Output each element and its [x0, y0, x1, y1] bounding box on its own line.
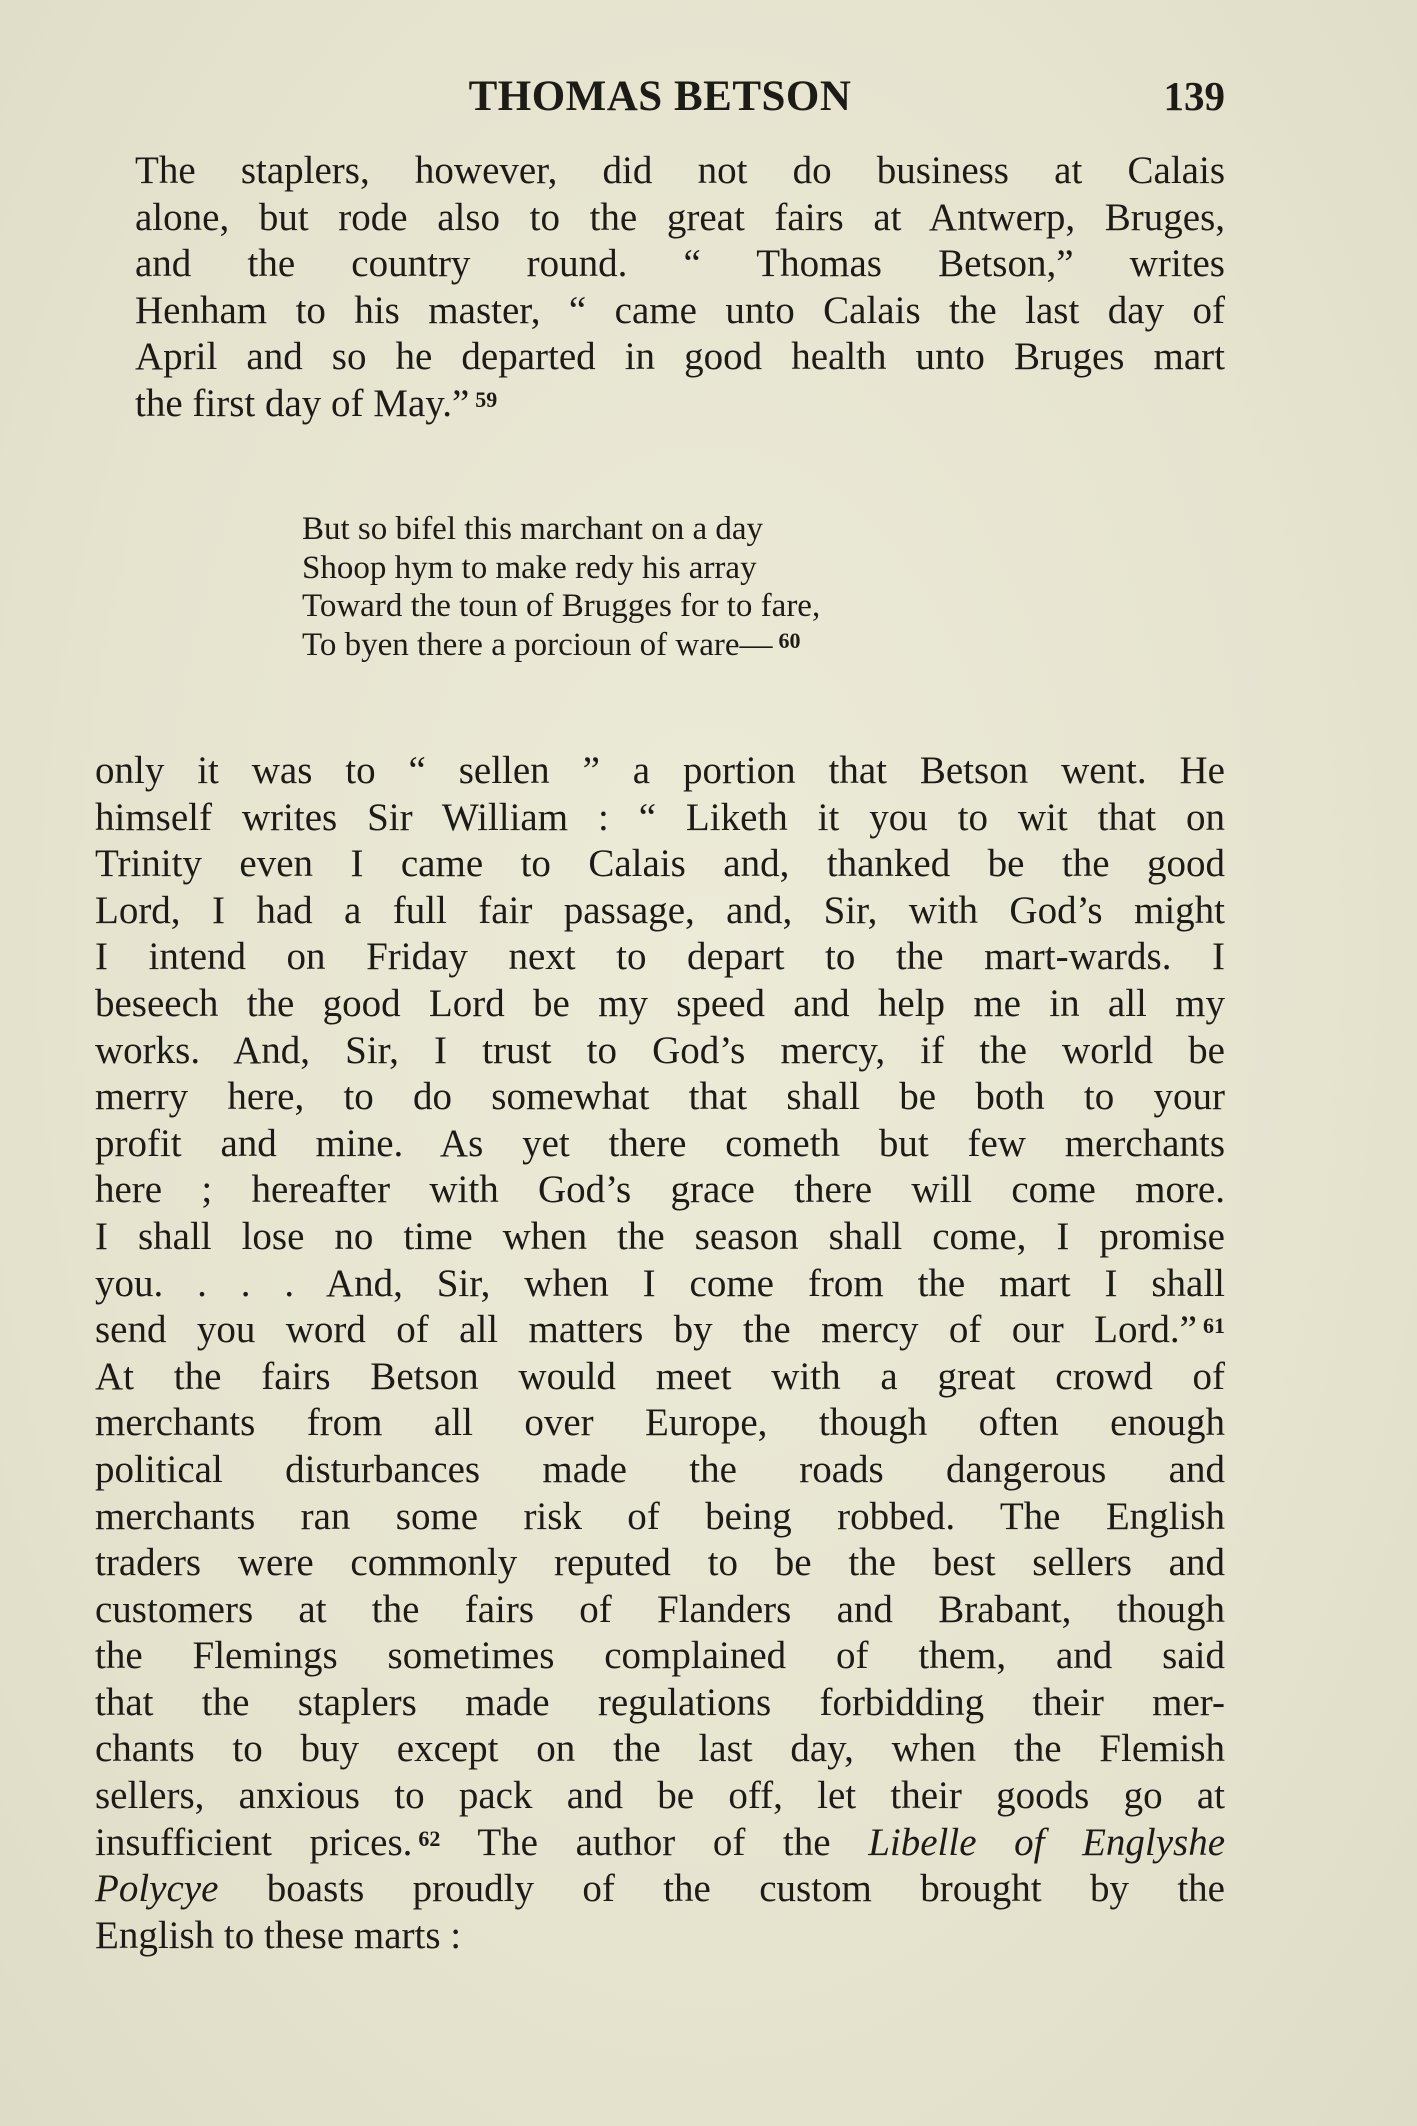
text-line: merchants ran some risk of being robbed. The English	[95, 1494, 1225, 1538]
text-line: profit and mine. As yet there cometh but few merchants	[95, 1121, 1225, 1165]
page-number: 139	[1163, 73, 1225, 119]
paragraph-1	[95, 148, 1225, 428]
text-line: Henham to his master, “ came unto Calais the last day of	[135, 288, 1225, 332]
page-header	[95, 72, 1225, 132]
paragraph-2	[95, 748, 1225, 1959]
verse-line: Shoop hym to make redy his array	[302, 549, 757, 586]
text-line: Trinity even I came to Calais and, thanked be the good	[95, 842, 1225, 886]
verse-line: Toward the toun of Brugges for to fare,	[302, 588, 821, 624]
text-line: English to these marts :	[95, 1913, 462, 1957]
footnote-ref-59: 59	[475, 386, 498, 412]
text-line: I shall lose no time when the season shall come, I promise	[95, 1214, 1225, 1258]
book-title: Polycye	[95, 1867, 219, 1911]
text-segment: The author of the	[477, 1820, 831, 1864]
text-line: April and so he departed in good health unto Bruges mart	[135, 335, 1225, 379]
text-line: merchants from all over Europe, though often enough	[95, 1401, 1225, 1445]
footnote-ref-60: 60	[778, 627, 801, 653]
text-line: merry here, to do somewhat that shall be both to your	[95, 1075, 1225, 1119]
text-line: the Flemings sometimes complained of them, and said	[95, 1634, 1225, 1678]
text-line: traders were commonly reputed to be the best sellers and	[95, 1541, 1225, 1585]
text-line: beseech the good Lord be my speed and help me in all my	[95, 981, 1225, 1025]
text-line: The staplers, however, did not do business at Calais	[135, 149, 1225, 192]
footnote-ref-61: 61	[1203, 1313, 1225, 1339]
verse-line: But so bifel this marchant on a day	[302, 511, 763, 547]
text-line: himself writes Sir William : “ Liketh it you to wit that on	[95, 795, 1225, 839]
text-line	[95, 381, 1225, 428]
text-line: only it was to “ sellen ” a portion that Betson went. He	[95, 749, 1225, 792]
verse-line	[302, 626, 1062, 665]
text-line: Lord, I had a full fair passage, and, Sir, with God’s might	[95, 888, 1225, 932]
text-segment: insufficient prices.	[95, 1820, 413, 1864]
text-line	[95, 1820, 1225, 1867]
text-segment: the first day of May.”	[135, 381, 470, 425]
text-line	[95, 1866, 1225, 1913]
text-line: political disturbances made the roads dangerous and	[95, 1447, 1225, 1491]
book-title: Libelle of Englyshe	[868, 1820, 1226, 1864]
text-line: here ; hereafter with God’s grace there will come more.	[95, 1168, 1225, 1212]
text-segment: send you word of all matters by the mercy of our Lord.”	[95, 1308, 1197, 1352]
text-segment: boasts proudly of the custom brought by the	[266, 1867, 1225, 1911]
verse-quotation	[302, 510, 1062, 664]
text-line: and the country round. “ Thomas Betson,” writes	[135, 242, 1225, 286]
text-line: chants to buy except on the last day, when the Flemish	[95, 1727, 1225, 1771]
text-line	[95, 1307, 1225, 1354]
text-line: customers at the fairs of Flanders and Brabant, though	[95, 1587, 1225, 1631]
text-line: works. And, Sir, I trust to God’s mercy, if the world be	[95, 1028, 1225, 1072]
text-line: I intend on Friday next to depart to the mart-wards. I	[95, 935, 1225, 979]
text-line: that the staplers made regulations forbidding their mer-	[95, 1680, 1225, 1724]
text-line: sellers, anxious to pack and be off, let their goods go at	[95, 1774, 1225, 1818]
text-line: alone, but rode also to the great fairs at Antwerp, Bruges,	[135, 195, 1225, 239]
text-line: At the fairs Betson would meet with a great crowd of	[95, 1354, 1225, 1398]
text-segment: To byen there a porcioun of ware—	[302, 626, 773, 663]
running-title: THOMAS BETSON	[468, 73, 852, 120]
footnote-ref-62: 62	[418, 1825, 441, 1851]
text-line: you. . . . And, Sir, when I come from the mart I shall	[95, 1261, 1225, 1305]
